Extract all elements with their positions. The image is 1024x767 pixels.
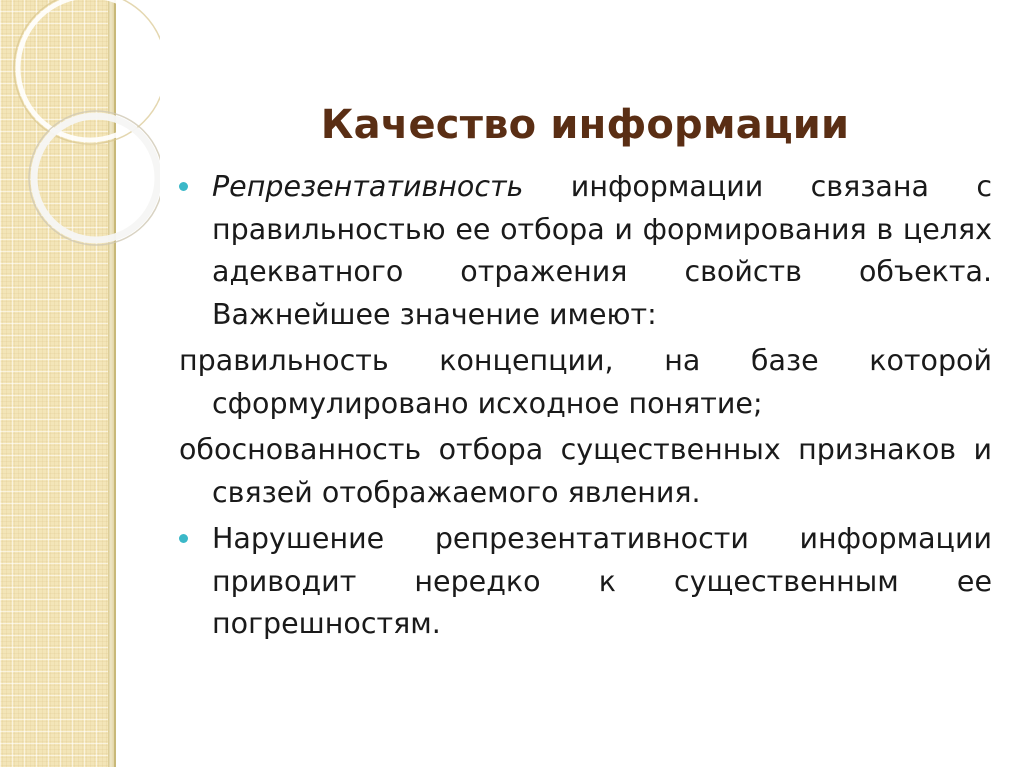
paragraph-text: информации связана с правильностью ее отбора и формирования в целях адекватного отражения свойств объекта. Важнейшее значение имеют: [212, 170, 992, 331]
slide-body [179, 166, 992, 650]
paragraph-concept-correctness [179, 340, 992, 425]
lower-ring-icon [34, 116, 158, 240]
paragraph-text: обоснованность отбора существенных признаков и связей отображаемого явления. [179, 433, 992, 509]
bullet-dot-icon [179, 534, 188, 543]
bullet-paragraph-violation [179, 518, 992, 646]
bullet-dot-icon [179, 182, 188, 191]
slide-title: Качество информации [320, 101, 850, 148]
italic-term: Репрезентативность [212, 170, 524, 203]
paragraph-text: Нарушение репрезентативности информации приводит нередко к существенным ее погрешностям. [212, 522, 992, 640]
paragraph-selection-justification [179, 429, 992, 514]
ring-ornament-icon [0, 0, 160, 260]
bullet-paragraph-representativeness [179, 166, 992, 336]
paragraph-text: правильность концепции, на базе которой сформулировано исходное понятие; [179, 344, 992, 420]
